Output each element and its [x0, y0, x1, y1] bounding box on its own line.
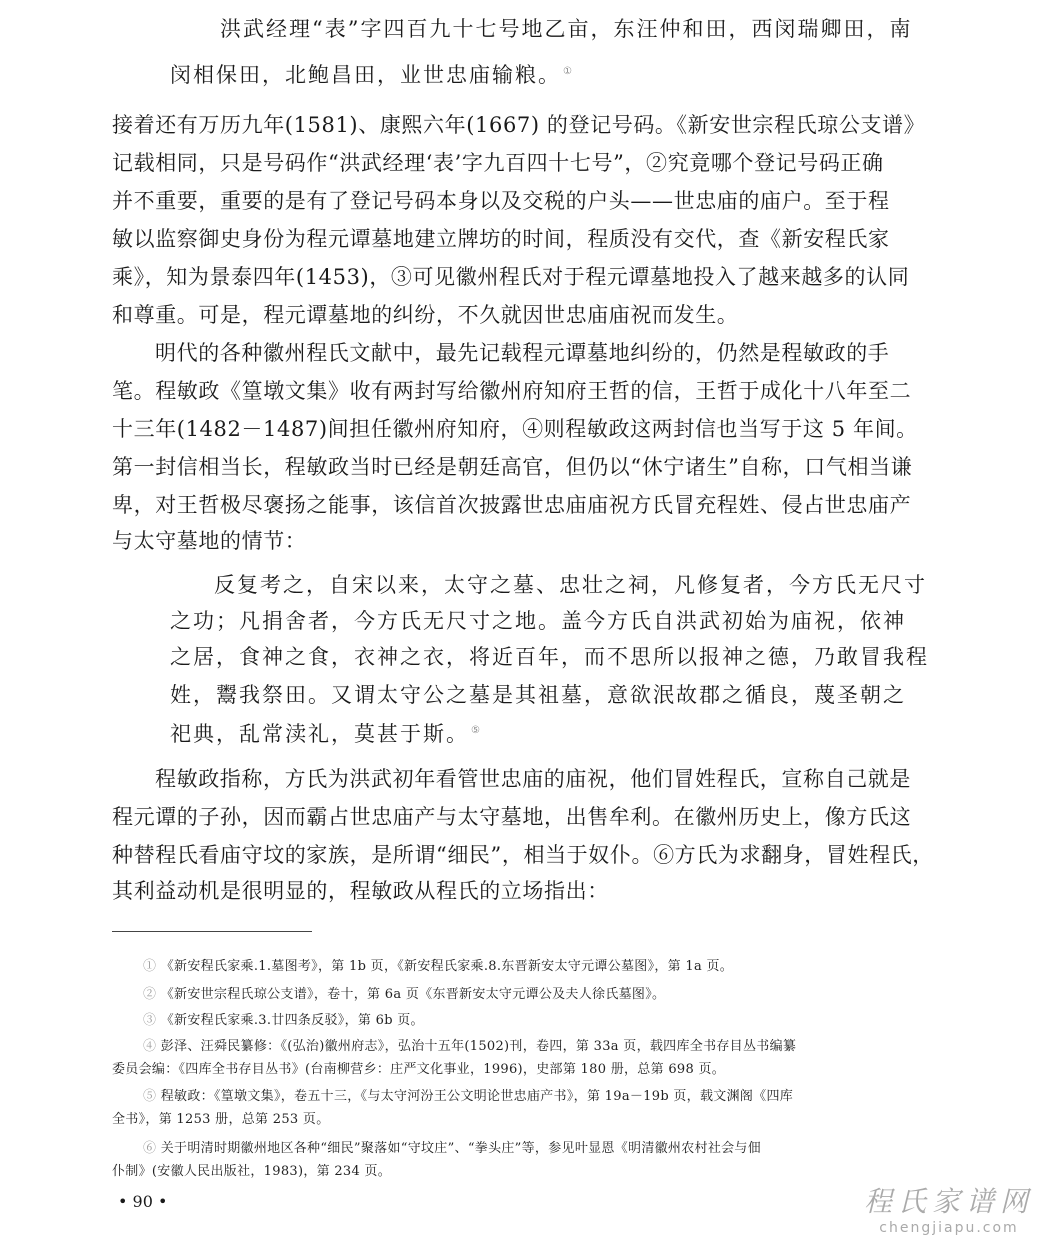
- text-line: 第一封信相当长，程敏政当时已经是朝廷高官，但仍以“休宁诸生”自称，口气相当谦: [112, 455, 913, 479]
- footnote-ref: ⑤: [471, 725, 482, 736]
- text-line: 十三年(1482－1487)间担任徽州府知府，④则程敏政这两封信也当写于这 5 年间。: [112, 417, 918, 441]
- text-line: 程元谭的子孙，因而霸占世忠庙产与太守墓地，出售牟利。在徽州历史上，像方氏这: [112, 805, 912, 829]
- quote2-line: 之居，食神之食，衣神之衣，将近百年，而不思所以报神之德，乃敢冒我程: [170, 645, 929, 669]
- quote2-line: 反复考之，自宋以来，太守之墓、忠壮之祠，凡修复者，今方氏无尺寸: [214, 573, 927, 597]
- footnote: ④ 彭泽、汪舜民纂修：《(弘治)徽州府志》，弘治十五年(1502)刊，卷四，第 33a 页，载四库全书存目丛书编纂: [143, 1039, 797, 1054]
- footnote: ⑥ 关于明清时期徽州地区各种“细民”聚落如“守坟庄”、“拳头庄”等，参见叶显恩《明清徽州农村社会与佃: [143, 1141, 762, 1156]
- watermark-text: 程氏家谱网: [863, 1185, 1034, 1218]
- text-line: 其利益动机是很明显的，程敏政从程氏的立场指出：: [112, 879, 609, 903]
- text-line: 种替程氏看庙守坟的家族，是所谓“细民”，相当于奴仆。⑥方氏为求翻身，冒姓程氏，: [112, 843, 934, 867]
- footnote-divider: [112, 931, 312, 932]
- footnote-continuation: 委员会编：《四库全书存目丛书》(台南柳营乡：庄严文化事业，1996)，史部第 180 册，总第 698 页。: [112, 1062, 726, 1077]
- text-line: 明代的各种徽州程氏文献中，最先记载程元谭墓地纠纷的，仍然是程敏政的手: [155, 341, 890, 365]
- text-line: 与太守墓地的情节：: [112, 529, 307, 553]
- text-line: 记载相同，只是号码作“洪武经理‘表’字九百四十七号”，②究竟哪个登记号码正确: [112, 151, 884, 175]
- text-line: 卑，对王哲极尽褒扬之能事，该信首次披露世忠庙庙祝方氏冒充程姓、侵占世忠庙产: [112, 493, 912, 517]
- text-line: 程敏政指称，方氏为洪武初年看管世忠庙的庙祝，他们冒姓程氏，宣称自己就是: [155, 767, 911, 791]
- text-line: 乘》，知为景泰四年(1453)，③可见徽州程氏对于程元谭墓地投入了越来越多的认同: [112, 265, 910, 289]
- footnote-ref: ①: [563, 66, 574, 77]
- page-number: • 90 •: [118, 1192, 168, 1211]
- text-line: 笔。程敏政《篁墩文集》收有两封写给徽州府知府王哲的信，王哲于成化十八年至二: [112, 379, 912, 403]
- footnote: ③ 《新安程氏家乘.3.廿四条反驳》，第 6b 页。: [143, 1013, 424, 1028]
- quote2-line: 姓，鬻我祭田。又谓太守公之墓是其祖墓，意欲泯故郡之循良，蔑圣朝之: [170, 683, 906, 707]
- footnote: ① 《新安程氏家乘.1.墓图考》，第 1b 页，《新安程氏家乘.8.东晋新安太守元谭公墓图》，第 1a 页。: [143, 959, 734, 974]
- watermark-url: chengjiapu.com: [879, 1220, 1019, 1236]
- watermark: [864, 1180, 1034, 1236]
- footnote: ⑤ 程敏政：《篁墩文集》，卷五十三，《与太守河汾王公文明论世忠庙产书》，第 19a－19b 页，载文渊阁《四库: [143, 1089, 794, 1104]
- footnote-continuation: 全书》，第 1253 册，总第 253 页。: [112, 1112, 330, 1127]
- quote2-line: 祀典，乱常渎礼，莫甚于斯。 ⑤: [170, 722, 482, 746]
- quote2-line: 之功；凡捐舍者，今方氏无尺寸之地。盖今方氏自洪武初始为庙祝，依神: [170, 609, 906, 633]
- text-line: 接着还有万历九年(1581)、康熙六年(1667) 的登记号码。《新安世宗程氏琼公支谱》: [112, 113, 926, 137]
- text-line: 敏以监察御史身份为程元谭墓地建立牌坊的时间，程质没有交代，查《新安程氏家: [112, 227, 890, 251]
- text-line: 和尊重。可是，程元谭墓地的纠纷，不久就因世忠庙庙祝而发生。: [112, 303, 739, 327]
- footnote: ② 《新安世宗程氏琼公支谱》，卷十，第 6a 页《东晋新安太守元谭公及夫人徐氏墓图》。: [143, 987, 666, 1002]
- text-line: 并不重要，重要的是有了登记号码本身以及交税的户头——世忠庙的庙户。至于程: [112, 189, 890, 213]
- quote1-line: 闵相保田，北鲍昌田，业世忠庙输粮。 ①: [170, 63, 574, 87]
- footnote-continuation: 仆制》(安徽人民出版社，1983)，第 234 页。: [112, 1164, 392, 1179]
- quote1-line: 洪武经理“表”字四百九十七号地乙亩，东汪仲和田，西闵瑞卿田，南: [220, 17, 913, 41]
